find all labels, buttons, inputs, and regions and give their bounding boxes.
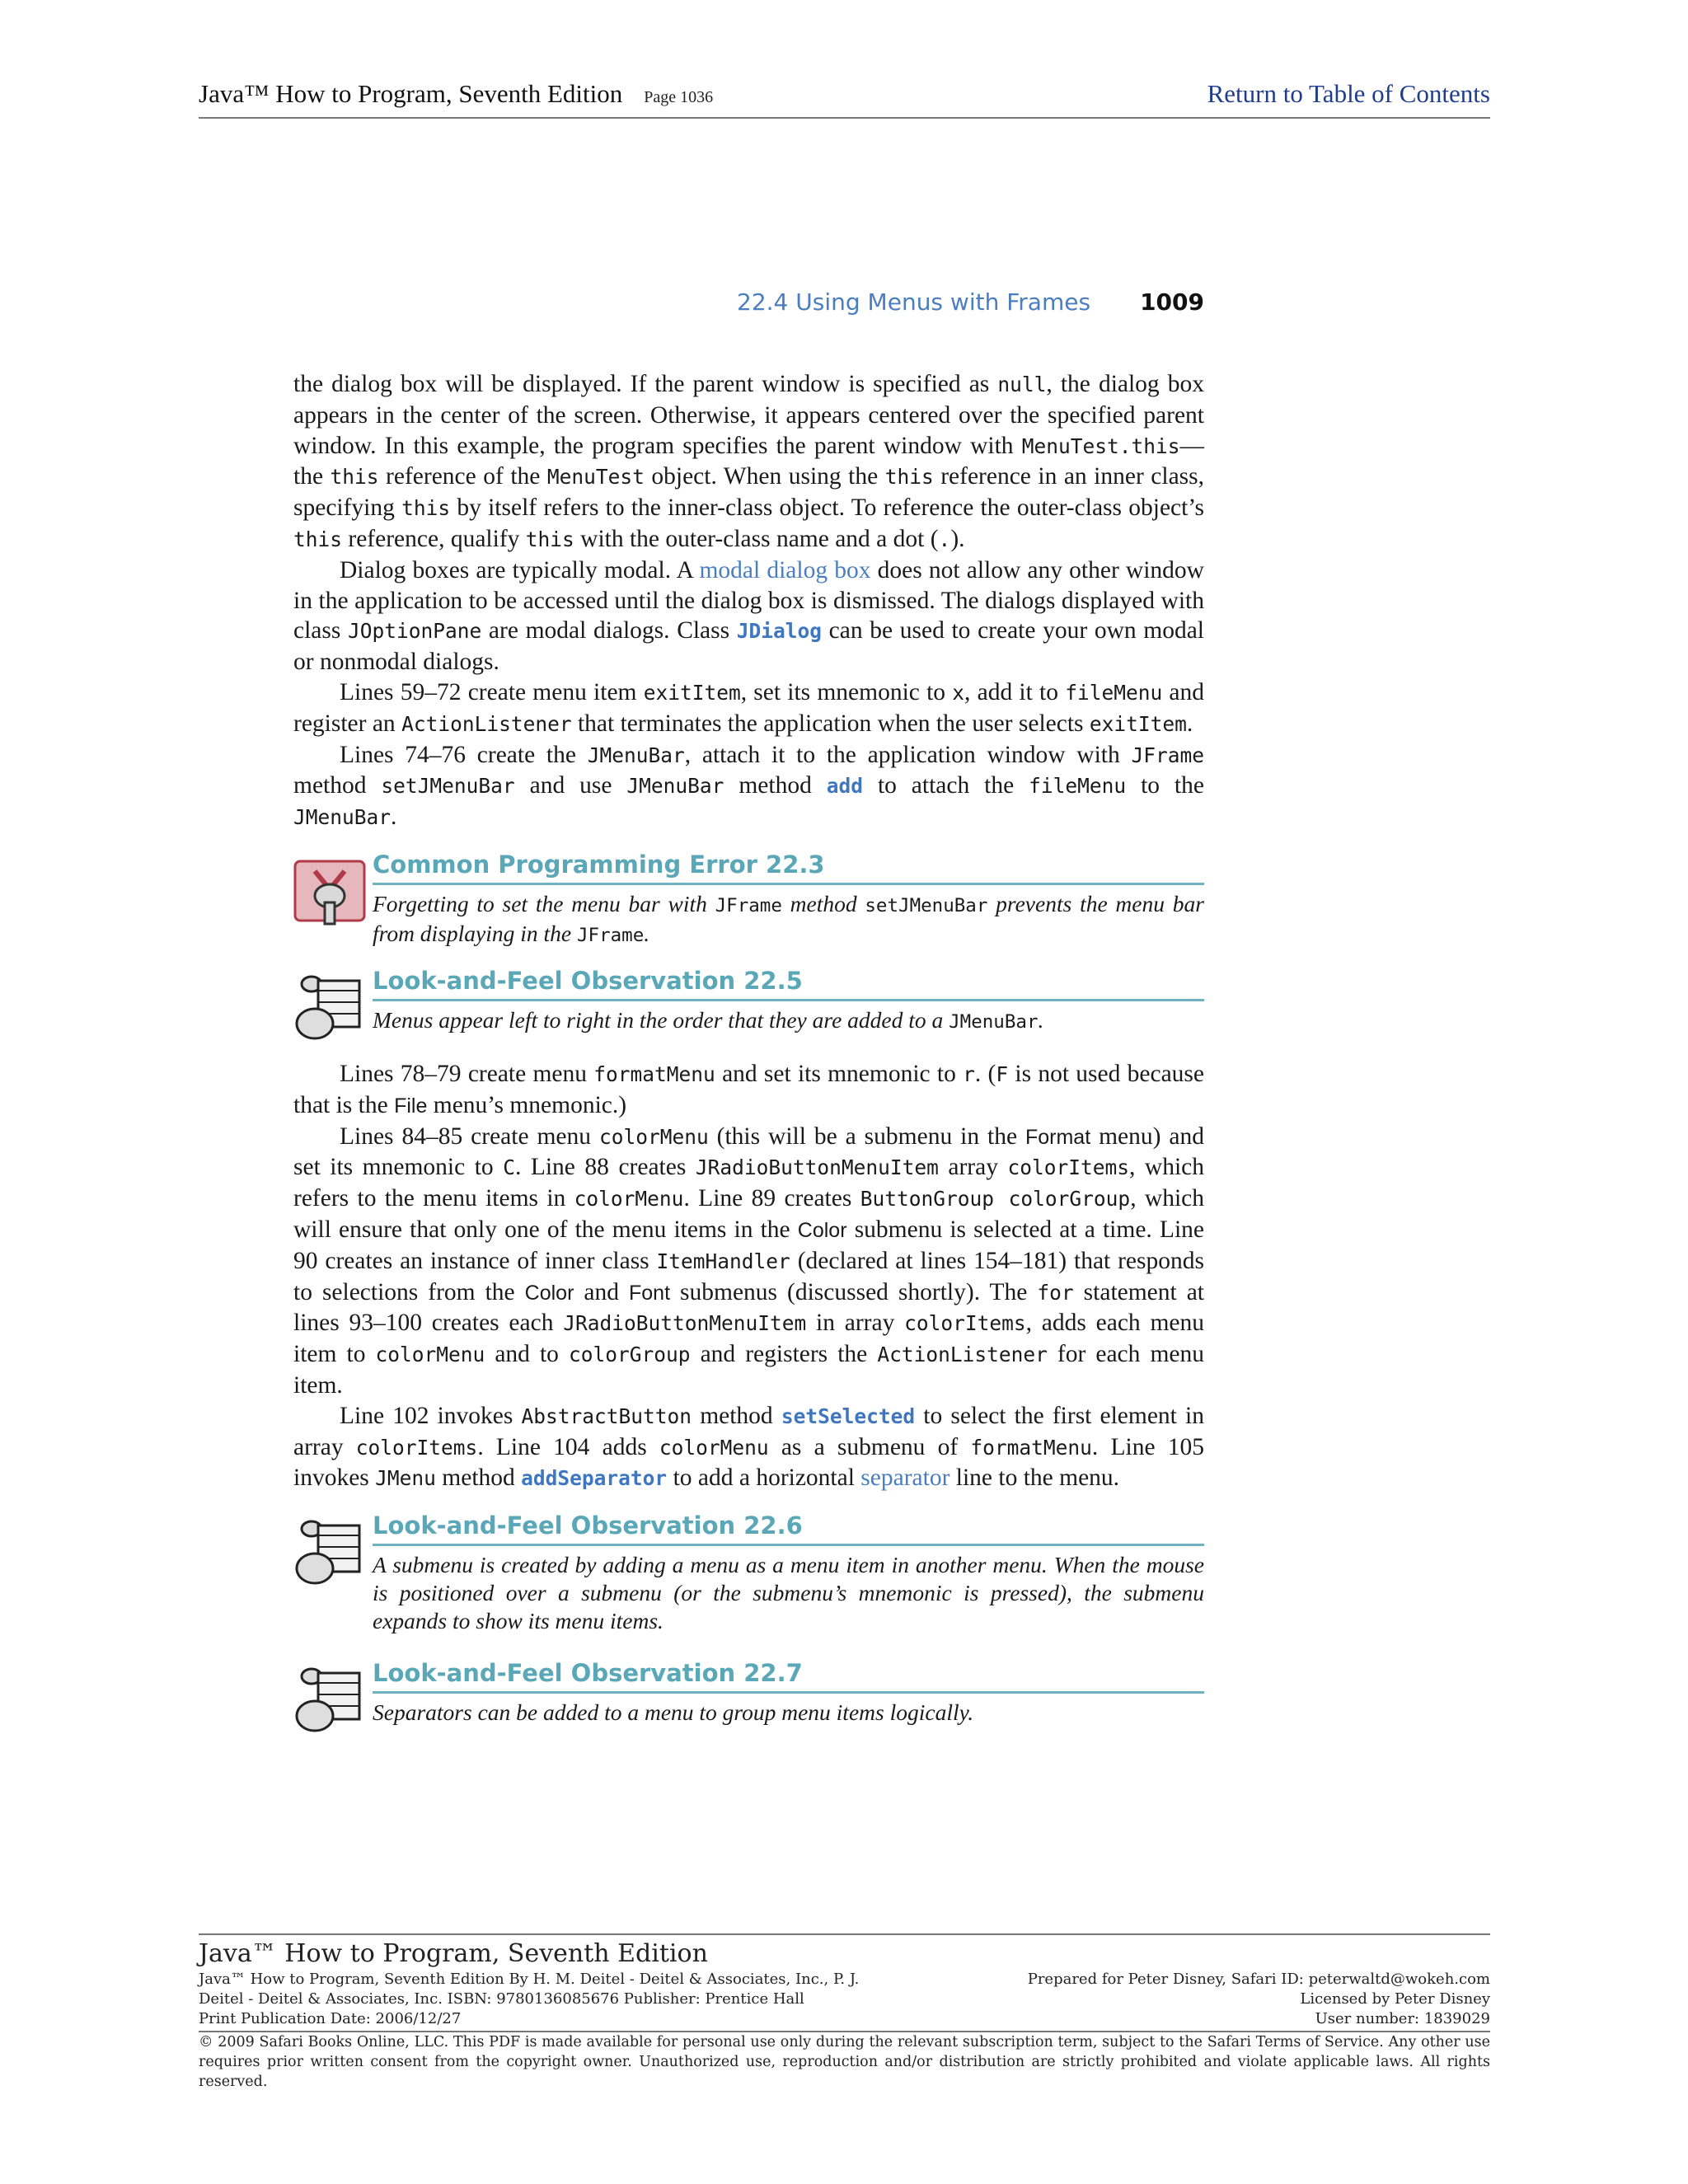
callout-title: Look-and-Feel Observation 22.7	[373, 1655, 1204, 1694]
callout-text: Separators can be added to a menu to group menu items logically.	[373, 1699, 974, 1726]
callout-text: A submenu is created by adding a menu as a menu item in another menu. When the mouse is positioned over a submenu (or the submenu’s mnemonic is pressed), the submenu expands to show its menu items.	[373, 1552, 1204, 1634]
book-title: Java™ How to Program, Seventh Edition Page 1036	[199, 79, 714, 108]
page-body	[293, 369, 1204, 1727]
page-header	[199, 76, 1490, 119]
callout-title: Look-and-Feel Observation 22.5	[373, 963, 1204, 1001]
footer-pub-date: Print Publication Date: 2006/12/27	[199, 2010, 462, 2027]
section-title: 22.4 Using Menus with Frames	[737, 288, 1091, 316]
paragraph: Line 102 invokes AbstractButton method setSelected to select the first element in array colorItems. Line 104 adds colorMenu as a submenu of formatMenu. Line 105 invokes JMenu method addSeparator to add a horizontal separator line to the menu.	[293, 1402, 1205, 1492]
paragraph: Dialog boxes are typically modal. A modal dialog box does not allow any other window in the application to be accessed until the dialog box is dismissed. The dialogs displayed with class JOptionPane are modal dialogs. Class JDialog can be used to create your own modal or nonmodal dialogs.	[293, 556, 1205, 676]
page-number: 1009	[1140, 288, 1204, 316]
menu-bug-icon	[293, 1517, 366, 1590]
footer-book-info: Java™ How to Program, Seventh Edition By H. M. Deitel - Deitel & Associates, Inc., P. J.	[199, 1971, 860, 1988]
common-programming-error-callout	[293, 846, 1204, 949]
paragraph: Lines 74–76 create the JMenuBar, attach it to the application window with JFrame method setJMenuBar and use JMenuBar method add to attach the fileMenu to the JMenuBar.	[293, 741, 1204, 831]
page-label: Page 1036	[644, 88, 714, 106]
paragraph: Lines 59–72 create menu item exitItem, set its mnemonic to x, add it to fileMenu and register an ActionListener that terminates the application when the user selects exitItem.	[293, 678, 1205, 737]
footer-isbn: Deitel - Deitel & Associates, Inc. ISBN: 9780136085676 Publisher: Prentice Hall	[199, 1990, 804, 2008]
menu-bug-icon	[293, 972, 366, 1045]
table-of-contents-link[interactable]: Return to Table of Contents	[1207, 79, 1490, 108]
footer-user-number: User number: 1839029	[1315, 2010, 1490, 2027]
page-footer	[199, 1933, 1490, 2092]
look-and-feel-callout	[293, 963, 1204, 1036]
running-head	[293, 288, 1204, 316]
paragraph: Lines 78–79 create menu formatMenu and set its mnemonic to r. (F is not used because that is the File menu’s mnemonic.)	[293, 1060, 1204, 1118]
footer-copyright: © 2009 Safari Books Online, LLC. This PDF is made available for personal use only during the relevant subscription term, subject to the Safari Terms of Service. Any other use requires prior written consent from the copyright owner. Unauthorized use, reproduction and/or distribution are strictly prohibited and violate applicable laws. All rights reserved.	[199, 2031, 1490, 2092]
callout-title: Look-and-Feel Observation 22.6	[373, 1507, 1204, 1546]
footer-title: Java™ How to Program, Seventh Edition	[199, 1939, 708, 1968]
look-and-feel-callout	[293, 1655, 1204, 1727]
menu-bug-icon	[293, 1665, 366, 1737]
paragraph: the dialog box will be displayed. If the parent window is specified as null, the dialog box appears in the center of the screen. Otherwise, it appears centered over the specified parent window. In this example, the program specifies the parent window with MenuTest.this—the this reference of the MenuTest object. When using the this reference in an inner class, specifying this by itself refers to the inner-class object. To reference the outer-class object’s this reference, qualify this with the outer-class name and a dot (.).	[293, 371, 1205, 552]
paragraph: Lines 84–85 create menu colorMenu (this will be a submenu in the Format menu) and set its mnemonic to C. Line 88 creates JRadioButtonMenuItem array colorItems, which refers to the menu items in colorMenu. Line 89 creates ButtonGroup colorGroup, which will ensure that only one of the menu items in the Color submenu is selected at a time. Line 90 creates an instance of inner class ItemHandler (declared at lines 154–181) that responds to selections from the Color and Font submenus (discussed shortly). The for statement at lines 93–100 creates each JRadioButtonMenuItem in array colorItems, adds each menu item to colorMenu and to colorGroup and registers the ActionListener for each menu item.	[293, 1122, 1205, 1399]
footer-license: Licensed by Peter Disney	[1300, 1990, 1490, 2008]
callout-text: Menus appear left to right in the order that they are added to a JMenuBar.	[373, 1006, 1044, 1033]
callout-text: Forgetting to set the menu bar with JFrame method setJMenuBar prevents the menu bar from displaying in the JFrame.	[373, 890, 1204, 946]
footer-prepared-for: Prepared for Peter Disney, Safari ID: peterwaltd@wokeh.com	[1027, 1971, 1490, 1988]
look-and-feel-callout	[293, 1507, 1204, 1635]
thumbs-down-bug-icon	[293, 856, 366, 929]
callout-title: Common Programming Error 22.3	[373, 846, 1204, 885]
